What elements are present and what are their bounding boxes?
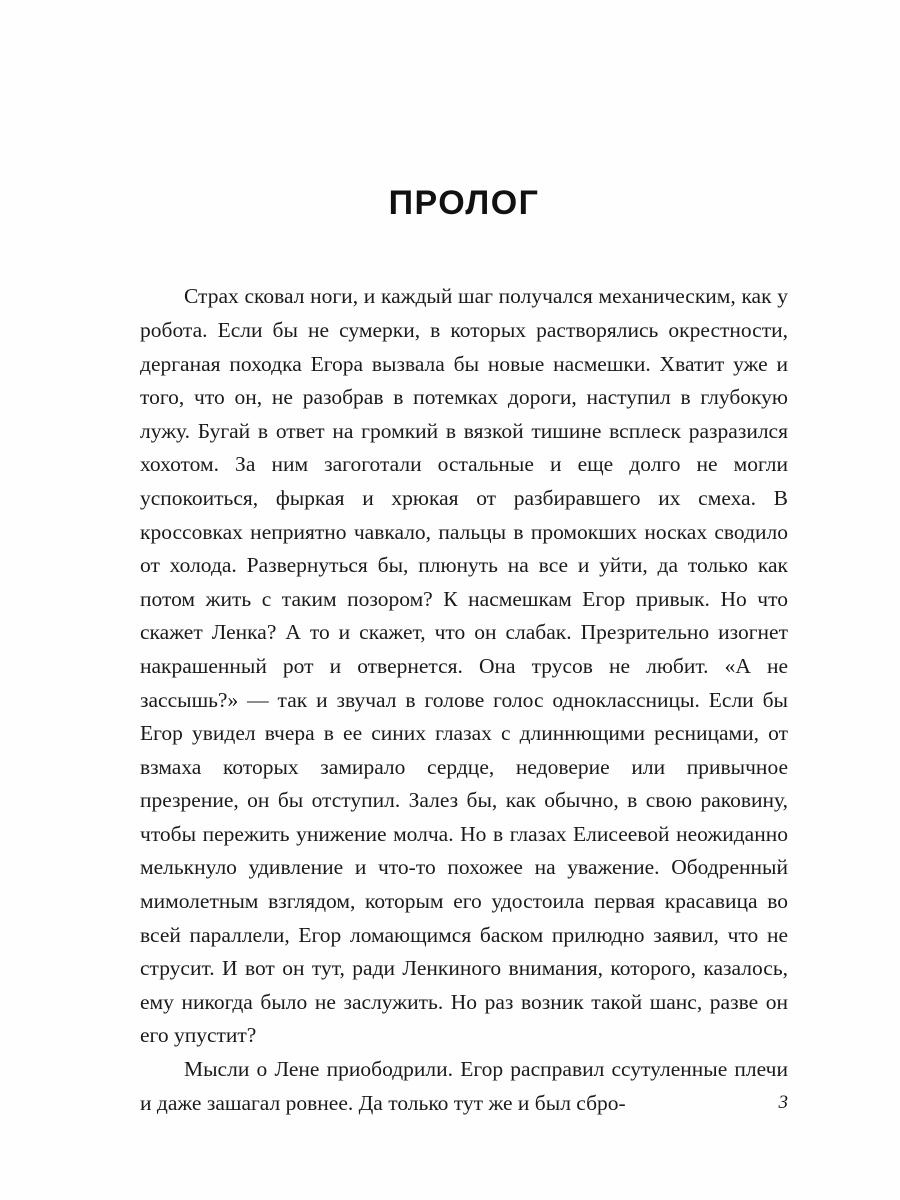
body-text	[140, 280, 788, 1120]
page-number: 3	[778, 1092, 788, 1113]
paragraph: Мысли о Лене приободрили. Егор расправил ссутуленные плечи и даже зашагал ровнее. Да только тут же и был сбро-	[140, 1057, 788, 1115]
page-title: ПРОЛОГ	[388, 184, 540, 222]
page-content	[140, 185, 788, 1120]
paragraph: Страх сковал ноги, и каждый шаг получался механическим, как у робота. Если бы не сумерки, в которых растворялись окрестности, дерганая походка Егора вызвала бы новые насмешки. Хватит уже и того, что он, не разобрав в потемках дороги, наступил в глубокую лужу. Бугай в ответ на громкий в вязкой тишине всплеск разразился хохотом. За ним загоготали остальные и еще долго не могли успокоиться, фыркая и хрюкая от разбиравшего их смеха. В кроссовках неприятно чавкало, пальцы в промокших носках сводило от холода. Развернуться бы, плюнуть на все и уйти, да только как потом жить с таким позором? К насмешкам Егор привык. Но что скажет Ленка? А то и скажет, что он слабак. Презрительно изогнет накрашенный рот и отвернется. Она трусов не любит. «А не зассышь?» — так и звучал в голове голос одноклассницы. Если бы Егор увидел вчера в ее синих глазах с длиннющими ресницами, от взмаха которых замирало сердце, недоверие или привычное презрение, он бы отступил. Залез бы, как обычно, в свою раковину, чтобы пережить унижение молча. Но в глазах Елисеевой неожиданно мелькнуло удивление и что-то похожее на уважение. Ободренный мимолетным взглядом, которым его удостоила первая красавица во всей параллели, Егор ломающимся баском прилюдно заявил, что не струсит. И вот он тут, ради Ленкиного внимания, которого, казалось, ему никогда было не заслужить. Но раз возник такой шанс, разве он его упустит?	[140, 284, 788, 1048]
